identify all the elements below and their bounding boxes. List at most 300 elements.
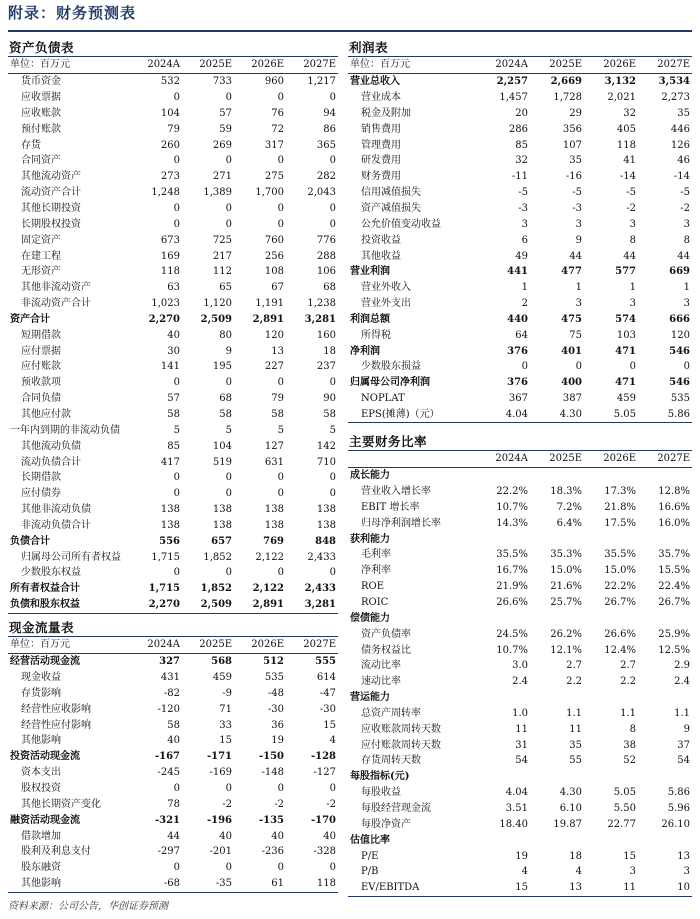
table-row xyxy=(348,515,692,531)
row-label: 归属母公司净利润 xyxy=(350,377,430,389)
cell-value xyxy=(638,531,692,547)
cell-value: 512 xyxy=(263,656,284,668)
table-row xyxy=(8,670,338,686)
cell-value: 3 xyxy=(683,298,690,310)
row-label: 流动负债合计 xyxy=(21,456,81,468)
table-row xyxy=(8,248,338,264)
cell-value: 4.30 xyxy=(559,408,582,420)
cell-value: -11 xyxy=(511,171,528,183)
cell-value: 0 xyxy=(329,488,336,500)
row-label: 应付账款 xyxy=(21,361,61,373)
cell-value: -171 xyxy=(206,751,232,763)
cell-value: 546 xyxy=(669,345,690,357)
row-label: 非流动资产合计 xyxy=(21,298,91,310)
cell-value: 76 xyxy=(271,107,284,119)
cell-value: 15 xyxy=(219,735,232,747)
row-label: EBIT 增长率 xyxy=(361,501,420,513)
cell-value: -35 xyxy=(215,878,232,890)
row-label: 每股经营现金流 xyxy=(361,802,431,814)
row-label: 应收账款 xyxy=(21,107,61,119)
table-header-row xyxy=(8,637,338,653)
cell-value: 10 xyxy=(677,882,690,894)
cell-value: 459 xyxy=(616,393,636,405)
cell-value: 1.0 xyxy=(512,707,528,719)
row-label: 经营性应付影响 xyxy=(21,719,91,731)
cell-value: 733 xyxy=(212,76,232,88)
row-label: 净利润 xyxy=(350,345,380,357)
cell-value: 44 xyxy=(677,250,690,262)
row-label: 投资收益 xyxy=(361,234,401,246)
table-row xyxy=(8,781,338,797)
column-header: 2025E xyxy=(182,57,234,73)
cell-value: 0 xyxy=(329,567,336,579)
table-row xyxy=(348,343,692,359)
cell-value: 57 xyxy=(167,393,180,405)
cell-value: 25.7% xyxy=(550,597,582,609)
cell-value: 3,281 xyxy=(304,599,336,611)
table-row xyxy=(348,296,692,312)
cell-value: 0 xyxy=(173,567,180,579)
row-label: 其他长期投资 xyxy=(21,203,81,215)
cell-value: 36 xyxy=(271,719,284,731)
cell-value xyxy=(530,531,584,547)
table-row xyxy=(348,547,692,563)
column-header: 2025E xyxy=(182,637,234,653)
cell-value: 5 xyxy=(173,424,180,436)
cell-value: 22.2% xyxy=(496,486,528,498)
cell-value: 3,534 xyxy=(658,76,690,88)
cell-value: -127 xyxy=(313,767,336,779)
row-label: 估值比率 xyxy=(350,834,390,846)
cell-value: -5 xyxy=(572,187,582,199)
cell-value: 37 xyxy=(677,739,690,751)
row-label: 负债合计 xyxy=(10,535,50,547)
table-row xyxy=(348,595,692,611)
unit-label xyxy=(348,451,476,467)
cell-value: -16 xyxy=(565,171,582,183)
cell-value: 3,281 xyxy=(304,313,336,325)
cell-value: 546 xyxy=(669,377,690,389)
cell-value: 0 xyxy=(277,155,284,167)
cell-value: 3 xyxy=(629,866,636,878)
table-row xyxy=(8,90,338,106)
unit-label: 单位：百万元 xyxy=(8,637,130,653)
cell-value: 78 xyxy=(167,798,180,810)
cell-value: 13 xyxy=(569,882,582,894)
row-label: 无形资产 xyxy=(21,266,61,278)
table-row xyxy=(8,359,338,375)
cell-value: -2 xyxy=(626,203,636,215)
table-row xyxy=(8,844,338,860)
row-label: 债务权益比 xyxy=(361,644,411,656)
cell-value: 471 xyxy=(615,377,636,389)
table-row xyxy=(348,106,692,122)
cell-value: 4.04 xyxy=(505,408,528,420)
table-header-row xyxy=(348,451,692,467)
row-label: 利润总额 xyxy=(350,313,390,325)
cell-value xyxy=(476,610,530,626)
row-label: 毛利率 xyxy=(361,549,391,561)
cell-value: 0 xyxy=(277,92,284,104)
table-row xyxy=(8,216,338,232)
cell-value: 0 xyxy=(329,472,336,484)
table-row xyxy=(8,517,338,533)
cell-value: 33 xyxy=(219,719,232,731)
section-header-row xyxy=(348,467,692,483)
row-label: 营业总收入 xyxy=(350,76,400,88)
cell-value: 1,728 xyxy=(553,92,582,104)
cell-value: 15.0% xyxy=(550,565,582,577)
cell-value: 2,891 xyxy=(252,313,284,325)
cell-value: 288 xyxy=(316,250,336,262)
cell-value: 0 xyxy=(329,783,336,795)
cell-value: 217 xyxy=(212,250,232,262)
table-row xyxy=(348,185,692,201)
cell-value: -128 xyxy=(310,751,336,763)
section-header-row xyxy=(348,690,692,706)
cell-value: 0 xyxy=(225,862,232,874)
row-label: 归属母公司所有者权益 xyxy=(21,551,121,563)
cell-value: 15 xyxy=(323,719,336,731)
cell-value: 365 xyxy=(316,139,336,151)
cell-value: 282 xyxy=(316,171,336,183)
table-row xyxy=(8,796,338,812)
cell-value: 17.3% xyxy=(604,486,636,498)
table-row xyxy=(8,312,338,328)
cell-value: 61 xyxy=(271,878,284,890)
row-label: 营业外支出 xyxy=(361,298,411,310)
cell-value: 273 xyxy=(160,171,180,183)
cell-value: 0 xyxy=(173,377,180,389)
table-row xyxy=(8,765,338,781)
cell-value: 1,457 xyxy=(499,92,528,104)
table-row xyxy=(8,296,338,312)
cell-value: 118 xyxy=(316,878,336,890)
row-label: 资产负债率 xyxy=(361,628,411,640)
row-label: ROIC xyxy=(361,597,389,609)
row-label: 在建工程 xyxy=(21,250,61,262)
table-row xyxy=(348,216,692,232)
cell-value: 58 xyxy=(167,408,180,420)
table-row xyxy=(348,121,692,137)
section-header-row xyxy=(348,610,692,626)
cell-value: 12.4% xyxy=(604,644,636,656)
table-row xyxy=(8,343,338,359)
cell-value: 8 xyxy=(683,234,690,246)
table-row xyxy=(8,280,338,296)
cell-value: 0 xyxy=(173,218,180,230)
table-row xyxy=(348,264,692,280)
table-row xyxy=(348,73,692,89)
cell-value: 2,043 xyxy=(307,187,336,199)
table-row xyxy=(8,581,338,597)
cell-value: 15.0% xyxy=(604,565,636,577)
cell-value: 3 xyxy=(575,218,582,230)
cell-value: 2,509 xyxy=(200,599,232,611)
column-header: 2025E xyxy=(530,57,584,73)
cell-value: -5 xyxy=(680,187,690,199)
row-label: 营业外收入 xyxy=(361,282,411,294)
cell-value: 2,433 xyxy=(304,583,336,595)
cell-value: 2,270 xyxy=(148,599,180,611)
cell-value: 5 xyxy=(329,424,336,436)
row-label: 经营性应收影响 xyxy=(21,703,91,715)
cell-value: 8 xyxy=(629,723,636,735)
cell-value: 3,132 xyxy=(604,76,636,88)
table-row xyxy=(348,674,692,690)
cell-value: 0 xyxy=(225,472,232,484)
table-row xyxy=(8,232,338,248)
cell-value: 80 xyxy=(219,329,232,341)
cell-value: 2,433 xyxy=(307,551,336,563)
row-label: 财务费用 xyxy=(361,171,401,183)
cell-value: 0 xyxy=(329,862,336,874)
cell-value xyxy=(476,531,530,547)
row-label: 资产减值损失 xyxy=(361,203,421,215)
cell-value: 40 xyxy=(219,830,232,842)
cell-value: 24.5% xyxy=(496,628,528,640)
row-label: 股利及利息支付 xyxy=(21,846,91,858)
cell-value: 40 xyxy=(323,830,336,842)
cell-value: -30 xyxy=(319,703,336,715)
cell-value: 555 xyxy=(315,656,336,668)
row-label: 所有者权益合计 xyxy=(10,583,80,595)
cell-value: 1,120 xyxy=(203,298,232,310)
cell-value: 63 xyxy=(167,282,180,294)
row-label: 其他收益 xyxy=(361,250,401,262)
row-label: 信用减值损失 xyxy=(361,187,421,199)
table-row xyxy=(348,312,692,328)
cell-value xyxy=(584,769,638,785)
cell-value: 0 xyxy=(173,92,180,104)
table-row xyxy=(348,658,692,674)
cell-value xyxy=(530,832,584,848)
cell-value: 1,715 xyxy=(148,583,180,595)
cell-value xyxy=(638,690,692,706)
row-label: NOPLAT xyxy=(361,393,405,405)
cell-value: 9 xyxy=(575,234,582,246)
cell-value: 0 xyxy=(329,92,336,104)
table-row xyxy=(8,549,338,565)
cell-value: 94 xyxy=(323,107,336,119)
cell-value: 138 xyxy=(160,519,180,531)
cell-value: 0 xyxy=(277,218,284,230)
row-label: 预付账款 xyxy=(21,123,61,135)
cell-value: 195 xyxy=(212,361,232,373)
cell-value: 35.5% xyxy=(496,549,528,561)
cash-flow-panel xyxy=(8,620,338,893)
row-label: 获利能力 xyxy=(350,533,390,545)
row-label: 存货 xyxy=(21,139,41,151)
cell-value: 138 xyxy=(212,519,232,531)
row-label: 营运能力 xyxy=(350,692,390,704)
title-rule xyxy=(8,30,692,32)
cell-value: 26.6% xyxy=(604,628,636,640)
cell-value: 32 xyxy=(623,107,636,119)
cell-value: 20 xyxy=(515,107,528,119)
column-header: 2027E xyxy=(286,57,338,73)
table-row xyxy=(8,470,338,486)
table-row xyxy=(8,137,338,153)
cell-value: 3 xyxy=(629,218,636,230)
cell-value: 104 xyxy=(212,440,232,452)
cell-value: 0 xyxy=(173,203,180,215)
cell-value: 2,669 xyxy=(550,76,582,88)
cell-value: 16.7% xyxy=(496,565,528,577)
cell-value: 2.2 xyxy=(566,676,582,688)
cell-value: 5 xyxy=(277,424,284,436)
cell-value: 40 xyxy=(167,329,180,341)
table-row xyxy=(8,185,338,201)
table-row xyxy=(8,438,338,454)
row-label: 合同资产 xyxy=(21,155,61,167)
cell-value: 0 xyxy=(277,203,284,215)
row-label: 销售费用 xyxy=(361,123,401,135)
cell-value: 64 xyxy=(515,329,528,341)
cell-value: 1,238 xyxy=(307,298,336,310)
balance-sheet-panel xyxy=(8,40,338,614)
cell-value: 55 xyxy=(569,755,582,767)
cell-value: 18.3% xyxy=(550,486,582,498)
row-label: 税金及附加 xyxy=(361,107,411,119)
table-row xyxy=(8,391,338,407)
table-row xyxy=(348,169,692,185)
cell-value: 26.6% xyxy=(496,597,528,609)
cell-value: 26.10 xyxy=(661,818,690,830)
row-label: 存货影响 xyxy=(21,687,61,699)
cell-value: 3 xyxy=(575,298,582,310)
cell-value: 65 xyxy=(219,282,232,294)
row-label: 成长能力 xyxy=(350,470,390,482)
unit-label: 单位：百万元 xyxy=(348,57,476,73)
cell-value: 367 xyxy=(508,393,528,405)
cell-value: 0 xyxy=(173,783,180,795)
cell-value: 256 xyxy=(264,250,284,262)
row-label: 研发费用 xyxy=(361,155,401,167)
cell-value: 138 xyxy=(316,519,336,531)
section-header-row xyxy=(348,769,692,785)
cell-value: 108 xyxy=(264,266,284,278)
cell-value: 126 xyxy=(670,139,690,151)
cell-value: 475 xyxy=(561,313,582,325)
column-header: 2024A xyxy=(476,57,530,73)
table-row xyxy=(8,486,338,502)
cash-flow-title: 现金流量表 xyxy=(8,620,338,637)
cell-value: 169 xyxy=(160,250,180,262)
cell-value: -9 xyxy=(222,687,232,699)
row-label: 少数股东损益 xyxy=(361,361,421,373)
cell-value: 22.77 xyxy=(607,818,636,830)
cell-value: 6.4% xyxy=(556,517,582,529)
cell-value: 3 xyxy=(683,866,690,878)
column-header: 2027E xyxy=(638,451,692,467)
cell-value: -135 xyxy=(258,814,284,826)
cell-value: 271 xyxy=(212,171,232,183)
row-label: 其他长期资产变化 xyxy=(21,798,101,810)
cell-value: 0 xyxy=(521,361,528,373)
table-row xyxy=(8,422,338,438)
row-label: 资产合计 xyxy=(10,313,50,325)
cell-value: 2,891 xyxy=(252,599,284,611)
cell-value: 477 xyxy=(561,266,582,278)
table-row xyxy=(348,327,692,343)
table-row xyxy=(348,626,692,642)
row-label: 其他流动负债 xyxy=(21,440,81,452)
cell-value: 0 xyxy=(329,203,336,215)
cell-value xyxy=(584,610,638,626)
row-label: 管理费用 xyxy=(361,139,401,151)
cell-value: 0 xyxy=(225,488,232,500)
table-row xyxy=(8,201,338,217)
cell-value: 13 xyxy=(677,850,690,862)
row-label: P/B xyxy=(361,866,379,878)
cell-value: -170 xyxy=(310,814,336,826)
cell-value: 19 xyxy=(515,850,528,862)
cell-value: 4.30 xyxy=(559,787,582,799)
table-row xyxy=(348,500,692,516)
cell-value: 725 xyxy=(212,234,232,246)
table-row xyxy=(8,565,338,581)
cell-value: 760 xyxy=(264,234,284,246)
cell-value: 769 xyxy=(263,535,284,547)
cell-value: -14 xyxy=(673,171,690,183)
cell-value: 5.96 xyxy=(667,802,690,814)
row-label: 融资活动现金流 xyxy=(10,814,80,826)
cell-value: 72 xyxy=(271,123,284,135)
cell-value: 0 xyxy=(329,377,336,389)
cell-value: 431 xyxy=(160,672,180,684)
cell-value: 118 xyxy=(616,139,636,151)
cell-value: 0 xyxy=(225,92,232,104)
cell-value: 1 xyxy=(521,282,528,294)
row-label: 其他应付款 xyxy=(21,408,71,420)
cell-value: 3 xyxy=(521,218,528,230)
cell-value: 471 xyxy=(615,345,636,357)
cell-value: 1,700 xyxy=(255,187,284,199)
cell-value: -82 xyxy=(163,687,180,699)
table-row xyxy=(8,597,338,613)
cell-value: 417 xyxy=(160,456,180,468)
income-statement-table xyxy=(348,57,692,423)
cell-value: 2.7 xyxy=(566,660,582,672)
cell-value: -2 xyxy=(680,203,690,215)
cell-value: 58 xyxy=(167,719,180,731)
cell-value: -30 xyxy=(267,703,284,715)
cell-value: -201 xyxy=(209,846,232,858)
cell-value: 49 xyxy=(515,250,528,262)
table-row xyxy=(8,327,338,343)
row-label: 流动资产合计 xyxy=(21,187,81,199)
cell-value: -196 xyxy=(206,814,232,826)
table-row xyxy=(348,848,692,864)
cell-value: 2,273 xyxy=(661,92,690,104)
cell-value: 4 xyxy=(575,866,582,878)
cell-value: 0 xyxy=(173,862,180,874)
row-label: 归母净利润增长率 xyxy=(361,517,441,529)
cell-value: 2,257 xyxy=(496,76,528,88)
table-row xyxy=(8,533,338,549)
row-label: 现金收益 xyxy=(21,672,61,684)
cell-value: 275 xyxy=(264,171,284,183)
table-row xyxy=(348,579,692,595)
table-row xyxy=(348,484,692,500)
row-label: 流动比率 xyxy=(361,660,401,672)
cell-value: 0 xyxy=(329,155,336,167)
cell-value: -2 xyxy=(274,798,284,810)
cell-value: 577 xyxy=(615,266,636,278)
table-row xyxy=(8,407,338,423)
row-label: 公允价值变动收益 xyxy=(361,218,441,230)
